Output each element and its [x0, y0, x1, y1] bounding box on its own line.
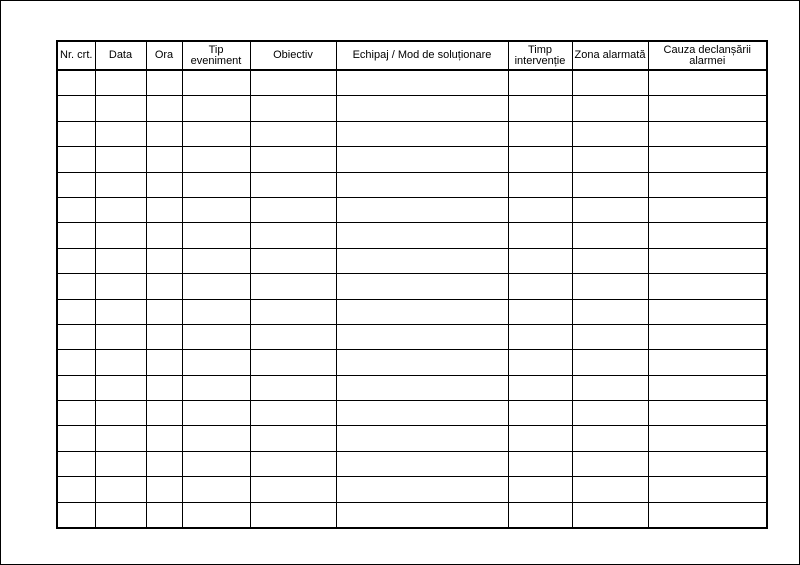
table-cell: [508, 70, 572, 96]
table-cell: [572, 502, 648, 528]
table-cell: [336, 299, 508, 324]
table-cell: [336, 350, 508, 375]
table-cell: [336, 70, 508, 96]
table-row: [57, 477, 767, 502]
table-cell: [572, 350, 648, 375]
table-cell: [572, 248, 648, 273]
table-cell: [508, 401, 572, 426]
table-cell: [182, 426, 250, 451]
table-cell: [95, 401, 146, 426]
table-cell: [250, 401, 336, 426]
table-cell: [250, 324, 336, 349]
alarm-log-table: [56, 40, 768, 529]
table-cell: [648, 477, 767, 502]
table-cell: [146, 350, 182, 375]
table-cell: [508, 324, 572, 349]
table-cell: [648, 121, 767, 146]
header-data: Data: [95, 41, 146, 70]
table-cell: [508, 197, 572, 222]
header-nr-crt: Nr. crt.: [57, 41, 95, 70]
header-obiectiv: Obiectiv: [250, 41, 336, 70]
table-row: [57, 375, 767, 400]
table-row: [57, 299, 767, 324]
table-cell: [182, 401, 250, 426]
table-cell: [336, 274, 508, 299]
table-cell: [336, 223, 508, 248]
table-cell: [95, 147, 146, 172]
table-cell: [648, 248, 767, 273]
table-cell: [57, 477, 95, 502]
table-cell: [146, 70, 182, 96]
table-cell: [146, 299, 182, 324]
table-cell: [508, 223, 572, 248]
header-echipaj-mod-solutionare: Echipaj / Mod de soluționare: [336, 41, 508, 70]
table-cell: [182, 96, 250, 121]
table-row: [57, 324, 767, 349]
table-cell: [508, 375, 572, 400]
table-cell: [57, 172, 95, 197]
table-cell: [336, 147, 508, 172]
table-cell: [95, 426, 146, 451]
table-cell: [250, 70, 336, 96]
table-row: [57, 426, 767, 451]
table-cell: [572, 375, 648, 400]
table-cell: [250, 197, 336, 222]
table-cell: [95, 197, 146, 222]
table-cell: [57, 96, 95, 121]
table-cell: [336, 248, 508, 273]
table-cell: [648, 299, 767, 324]
table-cell: [508, 299, 572, 324]
table-cell: [57, 197, 95, 222]
header-row: [57, 41, 767, 70]
table-row: [57, 70, 767, 96]
table-cell: [57, 350, 95, 375]
table-cell: [95, 299, 146, 324]
table-cell: [336, 477, 508, 502]
table-cell: [508, 172, 572, 197]
table-row: [57, 96, 767, 121]
table-cell: [57, 248, 95, 273]
table-cell: [572, 477, 648, 502]
table-cell: [57, 451, 95, 476]
table-cell: [182, 324, 250, 349]
table-cell: [182, 70, 250, 96]
table-cell: [95, 451, 146, 476]
table-cell: [95, 172, 146, 197]
table-cell: [146, 375, 182, 400]
table-cell: [57, 70, 95, 96]
table-cell: [508, 248, 572, 273]
table-cell: [57, 502, 95, 528]
table-cell: [182, 375, 250, 400]
table-cell: [250, 426, 336, 451]
table-cell: [182, 248, 250, 273]
table-cell: [146, 477, 182, 502]
table-cell: [146, 502, 182, 528]
table-cell: [146, 121, 182, 146]
table-cell: [336, 401, 508, 426]
table-row: [57, 147, 767, 172]
table-cell: [95, 350, 146, 375]
table-cell: [146, 172, 182, 197]
table-row: [57, 121, 767, 146]
table-cell: [648, 324, 767, 349]
table-cell: [57, 121, 95, 146]
table-cell: [508, 426, 572, 451]
table-cell: [95, 70, 146, 96]
table-cell: [572, 426, 648, 451]
table-row: [57, 223, 767, 248]
table-cell: [250, 121, 336, 146]
table-cell: [572, 223, 648, 248]
table-cell: [146, 223, 182, 248]
table-cell: [57, 375, 95, 400]
table-cell: [508, 96, 572, 121]
table-cell: [57, 426, 95, 451]
table-cell: [146, 197, 182, 222]
table-cell: [250, 299, 336, 324]
header-zona-alarmata: Zona alarmată: [572, 41, 648, 70]
table-cell: [648, 401, 767, 426]
table-cell: [57, 299, 95, 324]
table-cell: [336, 197, 508, 222]
table-cell: [648, 147, 767, 172]
table-cell: [250, 375, 336, 400]
table-cell: [146, 147, 182, 172]
table-cell: [57, 401, 95, 426]
table-cell: [95, 477, 146, 502]
table-cell: [336, 172, 508, 197]
table-cell: [95, 223, 146, 248]
table-cell: [250, 96, 336, 121]
table-cell: [336, 375, 508, 400]
table-cell: [250, 223, 336, 248]
table-cell: [572, 197, 648, 222]
table-cell: [648, 451, 767, 476]
table-cell: [648, 274, 767, 299]
table-row: [57, 401, 767, 426]
table-cell: [572, 401, 648, 426]
header-tip-eveniment: Tip eveniment: [182, 41, 250, 70]
table-cell: [57, 324, 95, 349]
table-row: [57, 274, 767, 299]
header-ora: Ora: [146, 41, 182, 70]
table-cell: [648, 502, 767, 528]
table-row: [57, 172, 767, 197]
table-cell: [95, 375, 146, 400]
table-cell: [336, 96, 508, 121]
table-cell: [95, 248, 146, 273]
table-cell: [572, 324, 648, 349]
table-cell: [95, 121, 146, 146]
table-row: [57, 248, 767, 273]
table-cell: [95, 96, 146, 121]
table-cell: [250, 248, 336, 273]
table-cell: [648, 223, 767, 248]
table-cell: [95, 274, 146, 299]
table-cell: [648, 375, 767, 400]
table-cell: [508, 477, 572, 502]
table-cell: [572, 121, 648, 146]
table-cell: [508, 147, 572, 172]
table-cell: [648, 96, 767, 121]
table-cell: [508, 502, 572, 528]
table-cell: [182, 274, 250, 299]
table-cell: [250, 451, 336, 476]
table-cell: [572, 451, 648, 476]
table-cell: [182, 223, 250, 248]
table-cell: [648, 172, 767, 197]
table-cell: [146, 248, 182, 273]
table-cell: [182, 299, 250, 324]
table-cell: [57, 223, 95, 248]
table-cell: [250, 477, 336, 502]
table-cell: [336, 451, 508, 476]
table-cell: [250, 502, 336, 528]
table-cell: [648, 350, 767, 375]
table-cell: [250, 274, 336, 299]
table-cell: [57, 147, 95, 172]
table-cell: [508, 451, 572, 476]
table-cell: [648, 426, 767, 451]
table-cell: [146, 451, 182, 476]
header-timp-interventie: Timp intervenție: [508, 41, 572, 70]
table-cell: [182, 147, 250, 172]
table-cell: [182, 502, 250, 528]
table-cell: [95, 324, 146, 349]
table-cell: [336, 426, 508, 451]
table-cell: [572, 147, 648, 172]
table-cell: [572, 70, 648, 96]
table-cell: [572, 172, 648, 197]
table-body: [57, 70, 767, 528]
table-cell: [250, 172, 336, 197]
table-cell: [182, 451, 250, 476]
table-cell: [572, 96, 648, 121]
table-cell: [336, 121, 508, 146]
table-row: [57, 350, 767, 375]
table-cell: [146, 324, 182, 349]
table-cell: [508, 121, 572, 146]
table-cell: [250, 350, 336, 375]
table-cell: [146, 274, 182, 299]
table-row: [57, 197, 767, 222]
table-row: [57, 451, 767, 476]
table-cell: [336, 324, 508, 349]
table-cell: [182, 350, 250, 375]
table-cell: [57, 274, 95, 299]
table-cell: [508, 350, 572, 375]
table-cell: [648, 197, 767, 222]
table-cell: [146, 426, 182, 451]
table-cell: [182, 477, 250, 502]
table-cell: [146, 401, 182, 426]
header-cauza-declansarii: Cauza declanșării alarmei: [648, 41, 767, 70]
table-cell: [572, 299, 648, 324]
table-row: [57, 502, 767, 528]
table-cell: [250, 147, 336, 172]
table-cell: [182, 172, 250, 197]
table-cell: [508, 274, 572, 299]
table-cell: [336, 502, 508, 528]
table-cell: [182, 197, 250, 222]
table-cell: [95, 502, 146, 528]
table-cell: [182, 121, 250, 146]
table-cell: [572, 274, 648, 299]
table-cell: [146, 96, 182, 121]
table-cell: [648, 70, 767, 96]
